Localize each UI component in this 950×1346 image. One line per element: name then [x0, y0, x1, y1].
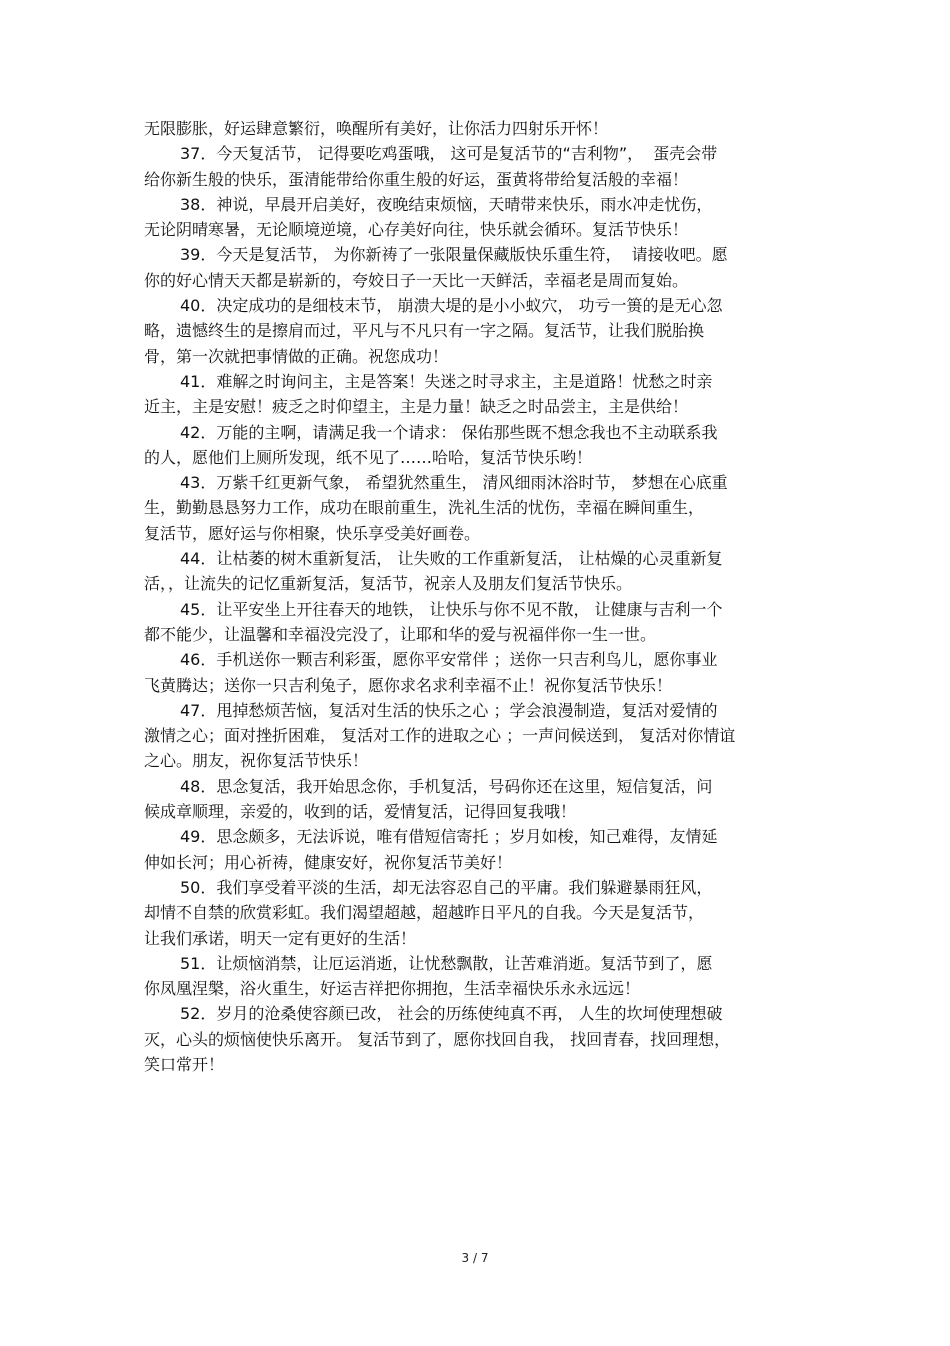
text-line: 50．我们享受着平淡的生活，却无法容忍自己的平庸。我们躲避暴雨狂风， — [180, 877, 713, 897]
text-line: 无论阴晴寒暑，无论顺境逆境，心存美好向往，快乐就会循环。复活节快乐！ — [144, 220, 689, 240]
text-line: 伸如长河；用心祈祷，健康安好，祝你复活节美好！ — [144, 852, 513, 872]
text-line: 你凤凰涅槃，浴火重生，好运吉祥把你拥抱，生活幸福快乐永永远远！ — [144, 979, 641, 999]
text-line: 灭，心头的烦恼使快乐离开。 复活节到了，愿你找回自我， 找回青春，找回理想， — [144, 1029, 731, 1049]
text-line: 47．甩掉愁烦苦恼，复活对生活的快乐之心 ；学会浪漫制造，复活对爱情的 — [180, 700, 718, 720]
text-line: 49．思念颇多，无法诉说，唯有借短信寄托 ；岁月如梭，知己难得，友情延 — [180, 827, 718, 847]
text-line: 笑口常开！ — [144, 1054, 225, 1074]
text-line: 生，勤勤恳恳努力工作，成功在眼前重生，洗礼生活的忧伤，幸福在瞬间重生， — [144, 498, 705, 518]
text-line: 你的好心情天天都是崭新的，夸姣日子一天比一天鲜活，幸福老是周而复始。 — [144, 270, 689, 290]
text-line: 让我们承诺，明天一定有更好的生活！ — [144, 928, 417, 948]
text-line: 48．思念复活，我开始思念你，手机复活，号码你还在这里，短信复活，问 — [180, 776, 713, 796]
text-line: 52．岁月的沧桑使容颜已改， 社会的历练使纯真不再， 人生的坎坷使理想破 — [180, 1004, 723, 1024]
text-line: 近主，主是安慰！疲乏之时仰望主，主是力量！缺乏之时品尝主，主是供给！ — [144, 397, 689, 417]
text-line: 活，，让流失的记忆重新复活，复活节，祝亲人及朋友们复活节快乐。 — [144, 574, 633, 594]
text-line: 38．神说，早晨开启美好，夜晚结束烦恼，天晴带来快乐，雨水冲走忧伤， — [180, 194, 713, 214]
text-line: 略，遗憾终生的是擦肩而过，平凡与不凡只有一字之隔。复活节，让我们脱胎换 — [144, 321, 705, 341]
text-line: 的人，愿他们上厕所发现，纸不见了……哈哈，复活节快乐哟！ — [144, 447, 593, 467]
text-line: 51．让烦恼消禁，让厄运消逝，让忧愁飘散，让苦难消逝。复活节到了，愿 — [180, 953, 713, 973]
text-line: 激情之心；面对挫折困难， 复活对工作的进取之心 ；一声问候送到， 复活对你情谊 — [144, 726, 736, 746]
text-line: 之心。朋友，祝你复活节快乐！ — [144, 751, 369, 771]
text-line: 无限膨胀，好运肆意繁衍，唤醒所有美好，让你活力四射乐开怀！ — [144, 119, 609, 138]
text-line: 候成章顺理，亲爱的，收到的话，爱情复活，记得回复我哦！ — [144, 802, 577, 822]
document-body — [144, 116, 808, 1077]
text-line: 41．难解之时询问主，主是答案！失迷之时寻求主，主是道路！忧愁之时亲 — [180, 371, 713, 391]
page-number: 3 / 7 — [461, 1251, 489, 1265]
text-line: 39．今天是复活节， 为你新祷了一张限量保藏版快乐重生符， 请接收吧。愿 — [180, 245, 728, 265]
text-line: 40．决定成功的是细枝末节， 崩溃大堤的是小小蚁穴， 功亏一篑的是无心忽 — [180, 296, 723, 316]
text-line: 46．手机送你一颗吉利彩蛋，愿你平安常伴 ；送你一只吉利鸟儿，愿你事业 — [180, 650, 718, 670]
text-line: 45．让平安坐上开往春天的地铁， 让快乐与你不见不散， 让健康与吉利一个 — [180, 599, 723, 619]
text-line: 骨，第一次就把事情做的正确。祝您成功！ — [144, 346, 449, 366]
text-line: 却情不自禁的欣赏彩虹。我们渴望超越，超越昨日平凡的自我。今天是复活节， — [144, 903, 705, 923]
text-line: 飞黄腾达；送你一只吉利兔子，愿你求名求利幸福不止！祝你复活节快乐！ — [144, 675, 673, 695]
text-line: 都不能少，让温馨和幸福没完没了，让耶和华的爱与祝福伴你一生一世。 — [144, 624, 657, 644]
text-line: 43．万紫千红更新气象， 希望犹然重生， 清风细雨沐浴时节， 梦想在心底重 — [180, 473, 728, 493]
text-line: 给你新生般的快乐，蛋清能带给你重生般的好运，蛋黄将带给复活般的幸福！ — [144, 169, 689, 189]
text-line: 42．万能的主啊，请满足我一个请求： 保佑那些既不想念我也不主动联系我 — [180, 422, 718, 442]
text-line: 复活节，愿好运与你相聚，快乐享受美好画卷。 — [144, 523, 481, 543]
text-line: 44．让枯萎的树木重新复活， 让失败的工作重新复活， 让枯燥的心灵重新复 — [180, 549, 723, 569]
text-line: 37．今天复活节， 记得要吃鸡蛋哦， 这可是复活节的“吉利物”， 蛋壳会带 — [180, 144, 718, 164]
